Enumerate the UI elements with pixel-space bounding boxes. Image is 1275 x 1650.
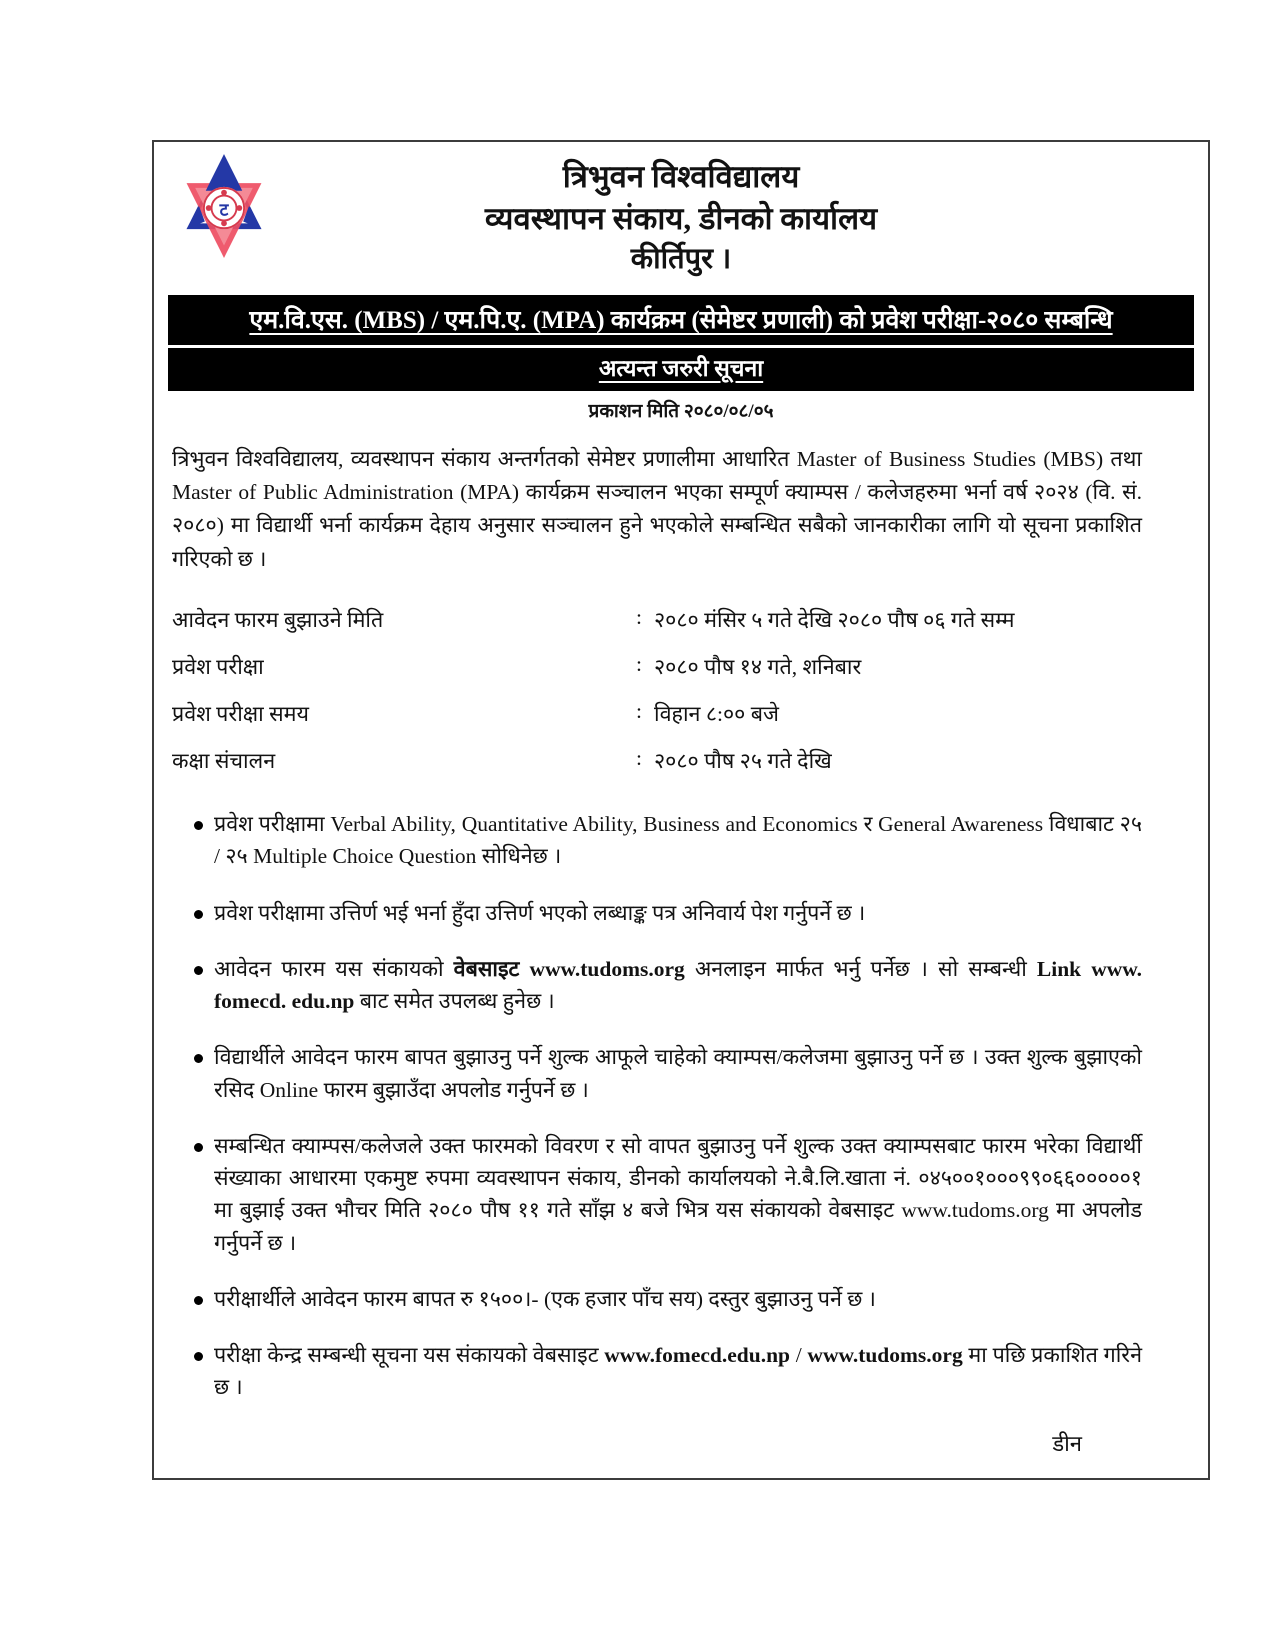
- schedule-label: प्रवेश परीक्षा समय: [172, 702, 309, 727]
- bullet-exam-center-notice: परीक्षा केन्द्र सम्बन्धी सूचना यस संकायको वेबसाइट www.fomecd.edu.np / www.tudoms.org मा पछि प्रकाशित गरिने छ ।: [194, 1339, 1142, 1404]
- schedule-colon: :: [636, 746, 642, 771]
- notice-title-line1: एम.वि.एस. (MBS) / एम.पि.ए. (MPA) कार्यक्रम (सेमेष्टर प्रणाली) को प्रवेश परीक्षा-२०८० सम्बन्धि: [168, 295, 1194, 345]
- schedule-row-exam-time: [172, 690, 1142, 737]
- notice-sheet: [152, 140, 1210, 1480]
- schedule-value: २०८० मंसिर ५ गते देखि २०८० पौष ०६ गते सम्म: [654, 608, 1015, 633]
- schedule-row-class-start: [172, 737, 1142, 784]
- bullet-transcript-required: प्रवेश परीक्षामा उत्तिर्ण भई भर्ना हुँदा उत्तिर्ण भएको लब्धाङ्क पत्र अनिवार्य पेश गर्नुपर्ने छ ।: [194, 897, 1142, 929]
- bullet-application-fee: परीक्षार्थीले आवेदन फारम बापत रु १५००।- (एक हजार पाँच सय) दस्तुर बुझाउनु पर्ने छ ।: [194, 1283, 1142, 1315]
- bullet-campus-deposit-account: सम्बन्धित क्याम्पस/कलेजले उक्त फारमको विवरण र सो वापत बुझाउनु पर्ने शुल्क उक्त क्याम्पसबाट फारम भरेका विद्यार्थी संख्याका आधारमा एकमुष्ट रुपमा व्यवस्थापन संकाय, डीनको कार्यालयको ने.बै.लि.खाता नं. ०४५००१०००९९०६६०००००१ मा बुझाई उक्त भौचर मिति २०८० पौष ११ गते साँझ ४ बजे भित्र यस संकायको वेबसाइट www.tudoms.org मा अपलोड गर्नुपर्ने छ ।: [194, 1130, 1142, 1259]
- schedule-colon: :: [636, 699, 642, 724]
- bullet-online-application: आवेदन फारम यस संकायको वेबसाइट www.tudoms.org अनलाइन मार्फत भर्नु पर्नेछ । सो सम्बन्धी Link www. fomecd. edu.np बाट समेत उपलब्ध हुनेछ ।: [194, 953, 1142, 1018]
- schedule-list: [172, 596, 1142, 784]
- schedule-row-exam-date: [172, 643, 1142, 690]
- schedule-row-application-date: [172, 596, 1142, 643]
- signature-dean: डीन: [1052, 1430, 1082, 1456]
- office-name: व्यवस्थापन संकाय, डीनको कार्यालय: [484, 200, 878, 236]
- notice-title-banner: [168, 295, 1194, 391]
- schedule-value: २०८० पौष २५ गते देखि: [654, 749, 832, 774]
- svg-text:ट: ट: [219, 200, 229, 220]
- schedule-value: विहान ८:०० बजे: [654, 702, 779, 727]
- schedule-value: २०८० पौष १४ गते, शनिबार: [654, 655, 862, 680]
- schedule-colon: :: [636, 605, 642, 630]
- bullet-exam-subjects: प्रवेश परीक्षामा Verbal Ability, Quantitative Ability, Business and Economics र General Awareness विधाबाट २५ / २५ Multiple Choice Question सोधिनेछ ।: [194, 808, 1142, 873]
- bullet-fee-payment: विद्यार्थीले आवेदन फारम बापत बुझाउनु पर्ने शुल्क आफूले चाहेको क्याम्पस/कलेजमा बुझाउनु पर्ने छ । उक्त शुल्क बुझाएको रसिद Online फारम बुझाउँदा अपलोड गर्नुपर्ने छ ।: [194, 1041, 1142, 1106]
- letterhead: [168, 148, 1194, 283]
- schedule-label: कक्षा संचालन: [172, 749, 276, 774]
- schedule-label: आवेदन फारम बुझाउने मिति: [172, 608, 384, 633]
- university-name: त्रिभुवन विश्वविद्यालय: [562, 159, 800, 194]
- tribhuvan-university-logo-icon: [176, 152, 272, 266]
- office-location: कीर्तिपुर ।: [630, 242, 732, 275]
- schedule-colon: :: [636, 652, 642, 677]
- notice-title-line2: अत्यन्त जरुरी सूचना: [168, 348, 1194, 391]
- schedule-label: प्रवेश परीक्षा: [172, 655, 264, 680]
- publication-date: प्रकाशन मिति २०८०/०८/०५: [588, 400, 774, 422]
- notice-bullet-list: [172, 808, 1142, 1404]
- intro-paragraph: त्रिभुवन विश्वविद्यालय, व्यवस्थापन संकाय अन्तर्गतको सेमेष्टर प्रणालीमा आधारित Master of Business Studies (MBS) तथा Master of Public Administration (MPA) कार्यक्रम सञ्चालन भएका सम्पूर्ण क्याम्पस / कलेजहरुमा भर्ना वर्ष २०२४ (वि. सं. २०८०) मा विद्यार्थी भर्ना कार्यक्रम देहाय अनुसार सञ्चालन हुने भएकोले सम्बन्धित सबैको जानकारीका लागि यो सूचना प्रकाशित गरिएको छ ।: [172, 446, 1142, 571]
